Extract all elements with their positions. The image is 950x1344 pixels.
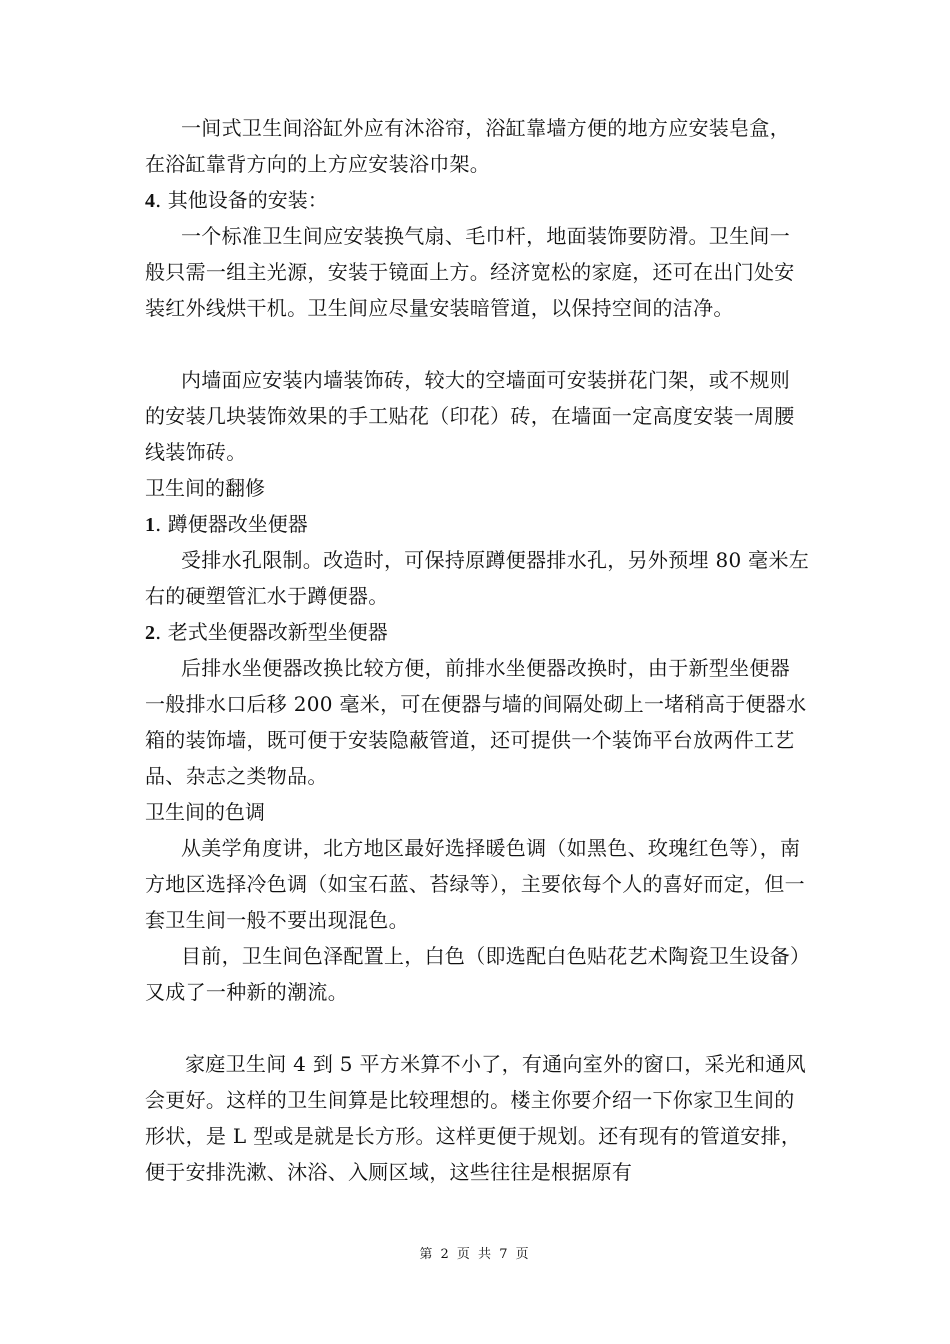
- paragraph-bathroom-size: 家庭卫生间 4 到 5 平方米算不小了，有通向室外的窗口，采光和通风会更好。这样的卫生间算是比较理想的。楼主你要介绍一下你家卫生间的形状，是 L 型或是就是长方形。这样更便于规划。还有现有的管道安排，便于安排洗漱、沐浴、入厕区域，这些往往是根据原有: [145, 1052, 807, 1184]
- paragraph-wall-tiles: 内墙面应安装内墙装饰砖，较大的空墙面可安装拼花门架，或不规则的安装几块装饰效果的手工贴花（印花）砖，在墙面一定高度安装一周腰线装饰砖。: [145, 368, 795, 464]
- section-title-renovation: 卫生间的翻修: [145, 476, 265, 500]
- paragraph-rear-drain: 后排水坐便器改换比较方便，前排水坐便器改换时，由于新型坐便器一般排水口后移 200 毫米，可在便器与墙的间隔处砌上一堵稍高于便器水箱的装饰墙，既可便于安装隐蔽管道，还可提供一个装饰平台放两件工艺品、杂志之类物品。: [145, 656, 807, 788]
- paragraph-bathtub: 一间式卫生间浴缸外应有沐浴帘，浴缸靠墙方便的地方应安装皂盒，在浴缸靠背方向的上方应安装浴巾架。: [145, 116, 790, 176]
- heading-squat-to-seat: [145, 506, 308, 543]
- heading-text: . 蹲便器改坐便器: [155, 512, 308, 536]
- heading-number: 4: [145, 190, 155, 212]
- paragraph-drain-limit: 受排水孔限制。改造时，可保持原蹲便器排水孔，另外预埋 80 毫米左右的硬塑管汇水于蹲便器。: [145, 548, 810, 608]
- heading-number: 1: [145, 514, 155, 536]
- heading-text: . 老式坐便器改新型坐便器: [155, 620, 388, 644]
- heading-number: 2: [145, 622, 155, 644]
- paragraph-color-tone: 从美学角度讲，北方地区最好选择暖色调（如黑色、玫瑰红色等），南方地区选择冷色调（如宝石蓝、苔绿等），主要依每个人的喜好而定，但一套卫生间一般不要出现混色。: [145, 836, 805, 932]
- heading-text: . 其他设备的安装：: [155, 188, 328, 212]
- page-number-footer: 第 2 页 共 7 页: [419, 1247, 531, 1262]
- heading-old-to-new-toilet: [145, 614, 388, 651]
- paragraph-standard-bathroom: 一个标准卫生间应安装换气扇、毛巾杆，地面装饰要防滑。卫生间一般只需一组主光源，安装于镜面上方。经济宽松的家庭，还可在出门处安装红外线烘干机。卫生间应尽量安装暗管道，以保持空间的洁净。: [145, 224, 795, 320]
- paragraph-white-trend: 目前，卫生间色泽配置上，白色（即选配白色贴花艺术陶瓷卫生设备）又成了一种新的潮流。: [145, 944, 801, 1004]
- heading-other-equipment: [145, 182, 328, 219]
- section-title-color: 卫生间的色调: [145, 800, 265, 824]
